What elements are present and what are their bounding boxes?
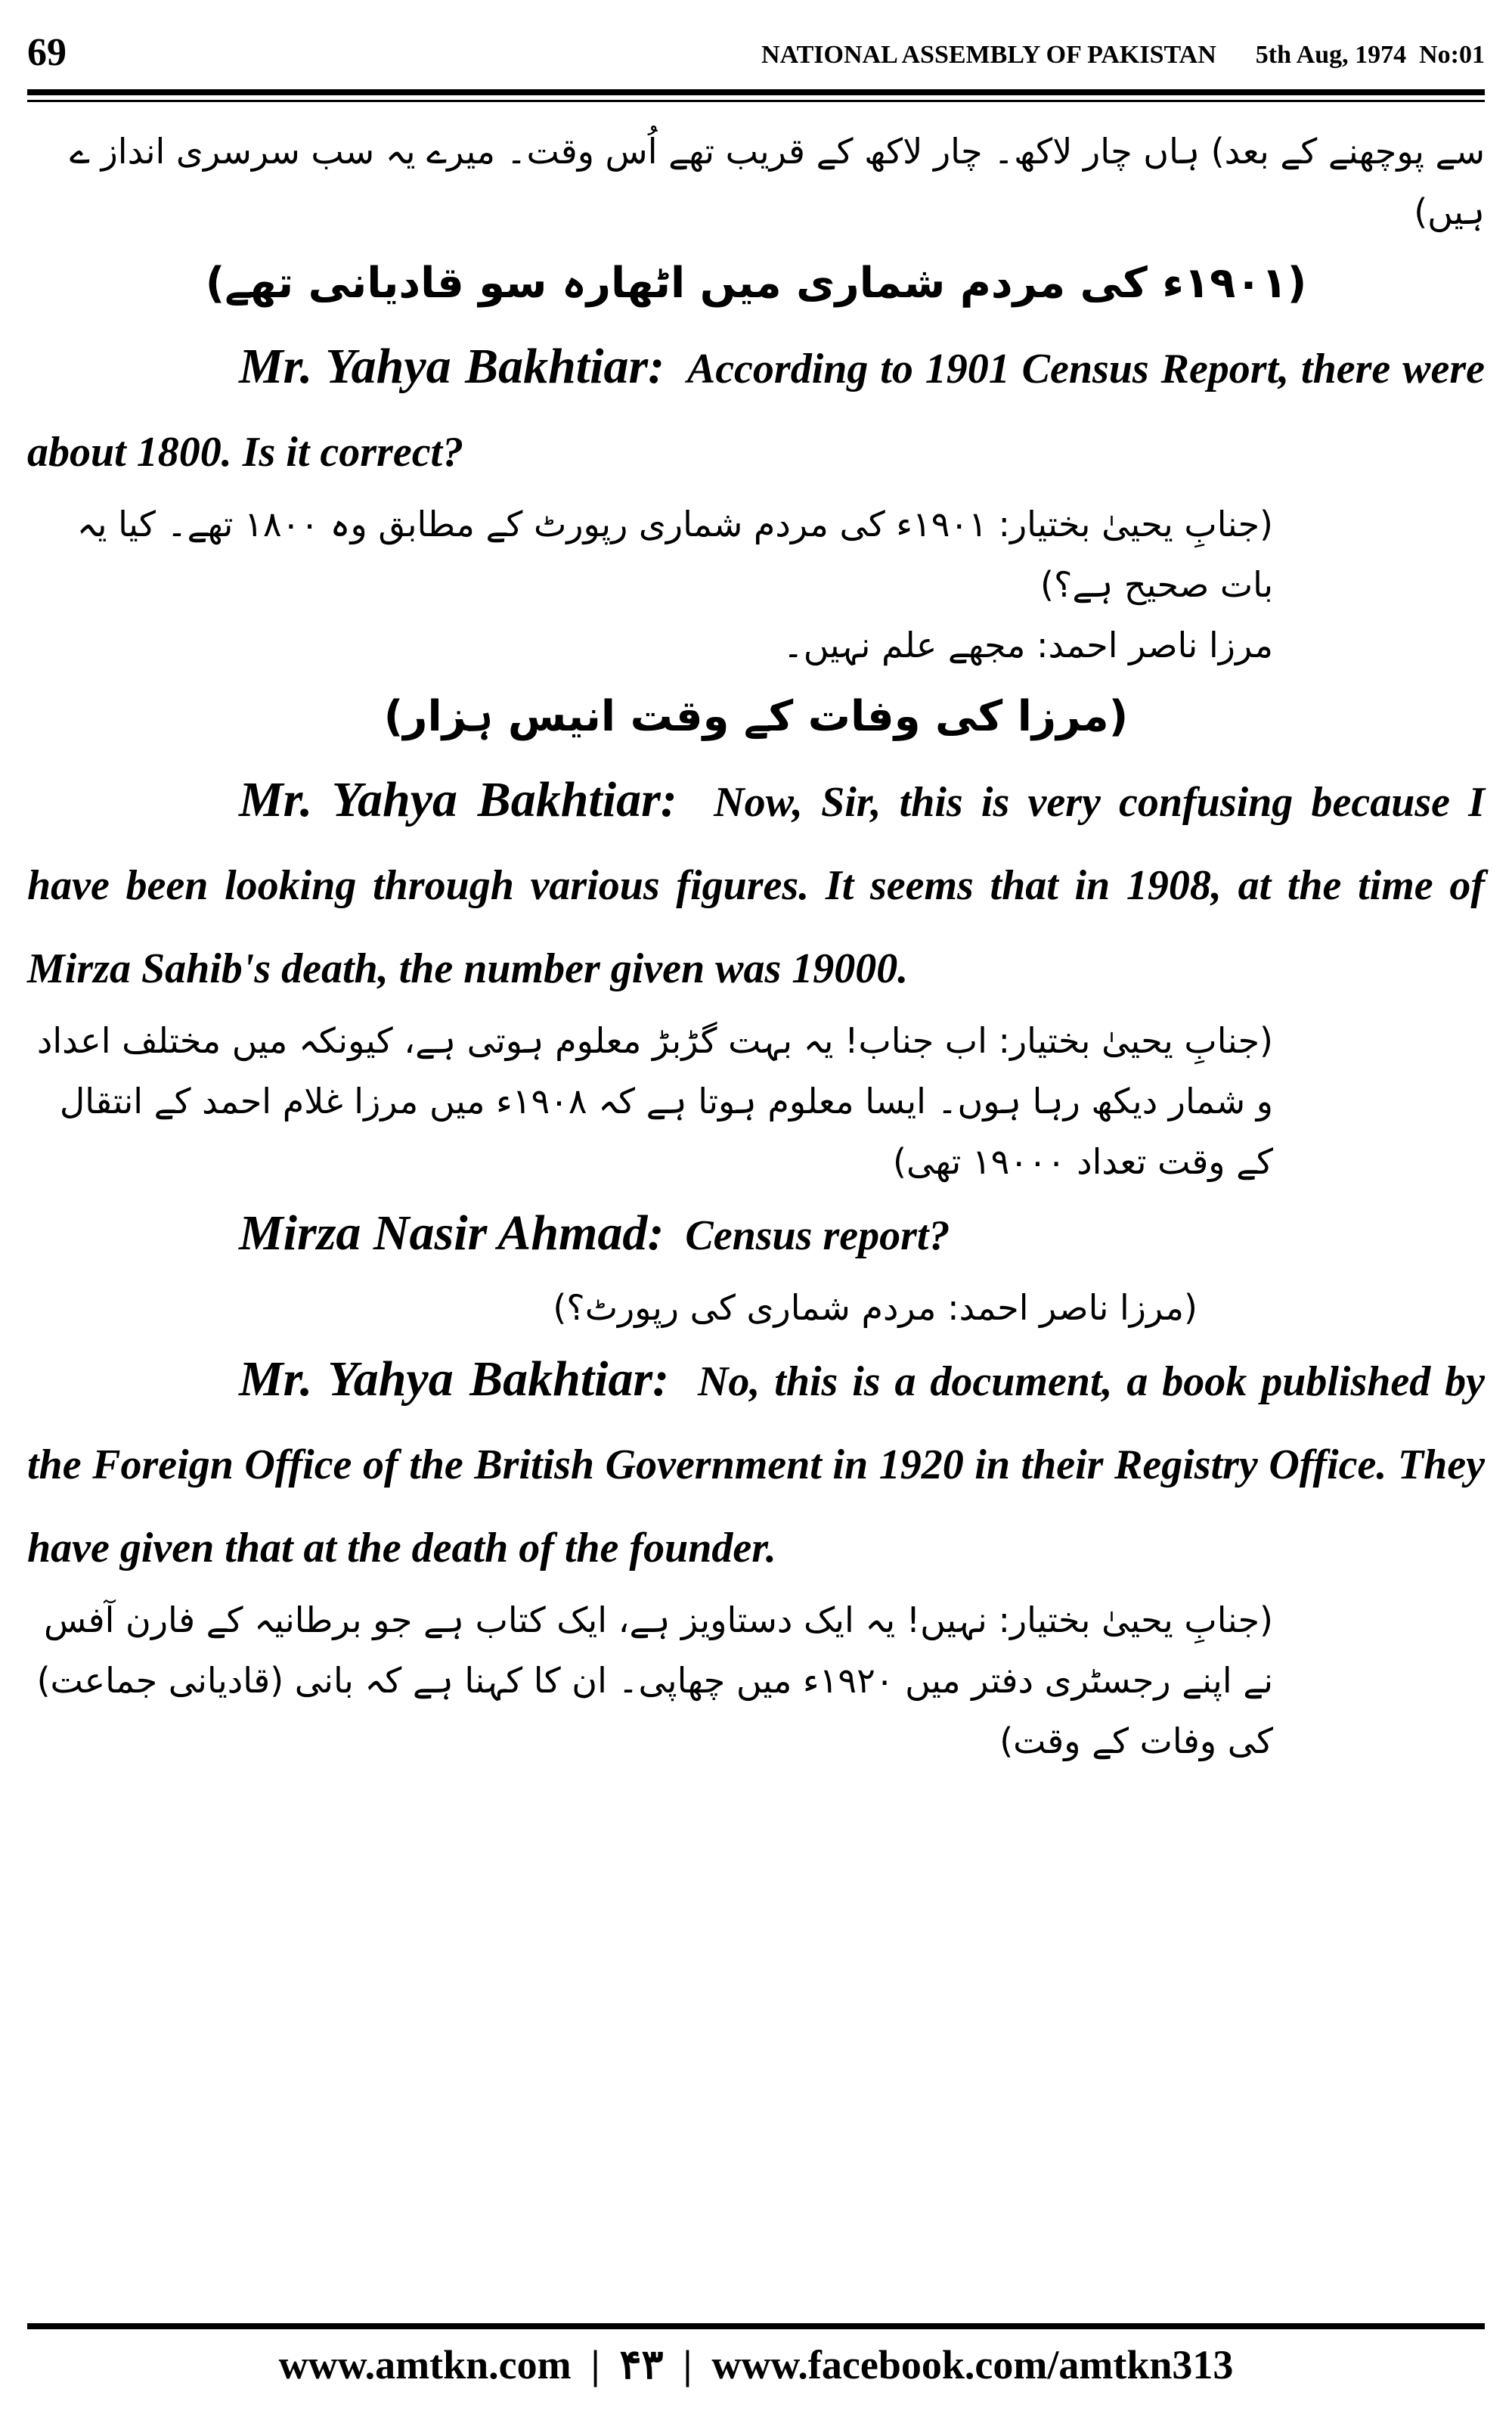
issue-number: No:01 <box>1419 41 1485 69</box>
footer-separator: | <box>683 2342 692 2387</box>
page-footer <box>27 2341 1485 2401</box>
urdu-paragraph: (مرزا ناصر احمد: مردم شماری کی رپورٹ؟) <box>553 1287 1198 1328</box>
speaker-name: Mirza Nasir Ahmad: <box>239 1205 665 1261</box>
page-header <box>27 30 1485 83</box>
speech-text: Now, Sir, this is very confusing because I have been looking through various figures. It seems that in 1908, at the time of Mirza Sahib's death, the number given was 19000. <box>27 779 1486 992</box>
urdu-paragraph: (جنابِ یحییٰ بختیار: اب جناب! یہ بہت گڑبڑ معلوم ہوتی ہے، کیونکہ میں مختلف اعداد و شمار دیکھ رہا ہوں۔ ایسا معلوم ہوتا ہے کہ ۱۹۰۸ء میں مرزا غلام احمد کے انتقال کے وقت تعداد ۱۹۰۰۰ تھی) <box>36 1020 1273 1182</box>
urdu-section-heading: (۱۹۰۱ء کی مردم شماری میں اٹھارہ سو قادیانی تھے) <box>205 259 1307 308</box>
website-link[interactable]: www.amtkn.com <box>278 2342 572 2387</box>
urdu-paragraph: سے پوچھنے کے بعد) ہاں چار لاکھ۔ چار لاکھ کے قریب تھے اُس وقت۔ میرے یہ سب سرسری انداز ے ہیں) <box>70 131 1485 232</box>
session-date: 5th Aug, 1974 <box>1255 41 1407 69</box>
speech-text: No, this is a document, a book published by the Foreign Office of the British Government in 1920 in their Registry Office. They have given that at the death of the founder. <box>27 1358 1486 1571</box>
urdu-section-heading: (مرزا کی وفات کے وقت انیس ہزار) <box>383 692 1129 741</box>
speaker-name: Mr. Yahya Bakhtiar: <box>239 339 665 394</box>
speech-text: According to 1901 Census Report, there were about 1800. Is it correct? <box>27 346 1485 476</box>
english-paragraph <box>27 759 1485 1010</box>
urdu-paragraph: مرزا ناصر احمد: مجھے علم نہیں۔ <box>782 625 1273 666</box>
publication-title: NATIONAL ASSEMBLY OF PAKISTAN <box>761 41 1216 69</box>
urdu-paragraph: (جنابِ یحییٰ بختیار: نہیں! یہ ایک دستاویز ہے، ایک کتاب ہے جو برطانیہ کے فارن آفس نے اپنے رجسٹری دفتر میں ۱۹۲۰ء میں چھاپی۔ ان کا کہنا ہے کہ بانی (قادیانی جماعت) کی وفات کے وقت) <box>36 1599 1273 1761</box>
footer-separator: | <box>590 2342 600 2387</box>
running-head <box>761 41 1485 70</box>
speaker-name: Mr. Yahya Bakhtiar: <box>239 1351 670 1407</box>
urdu-paragraph: (جنابِ یحییٰ بختیار: ۱۹۰۱ء کی مردم شماری رپورٹ کے مطابق وہ ۱۸۰۰ تھے۔ کیا یہ بات صحیح ہے؟) <box>76 504 1273 605</box>
english-paragraph <box>27 1338 1485 1590</box>
header-rule-thin <box>27 100 1485 102</box>
speaker-name: Mr. Yahya Bakhtiar: <box>239 772 677 827</box>
english-paragraph <box>27 1192 1485 1277</box>
footer-rule <box>27 2323 1485 2329</box>
facebook-link[interactable]: www.facebook.com/amtkn313 <box>711 2342 1234 2387</box>
header-rule <box>27 89 1485 95</box>
page-body <box>27 121 1485 1771</box>
speech-text: Census report? <box>685 1212 950 1259</box>
english-paragraph <box>27 325 1485 494</box>
page-marker: ۴۳ <box>619 2342 664 2387</box>
page-number: 69 <box>27 31 67 74</box>
